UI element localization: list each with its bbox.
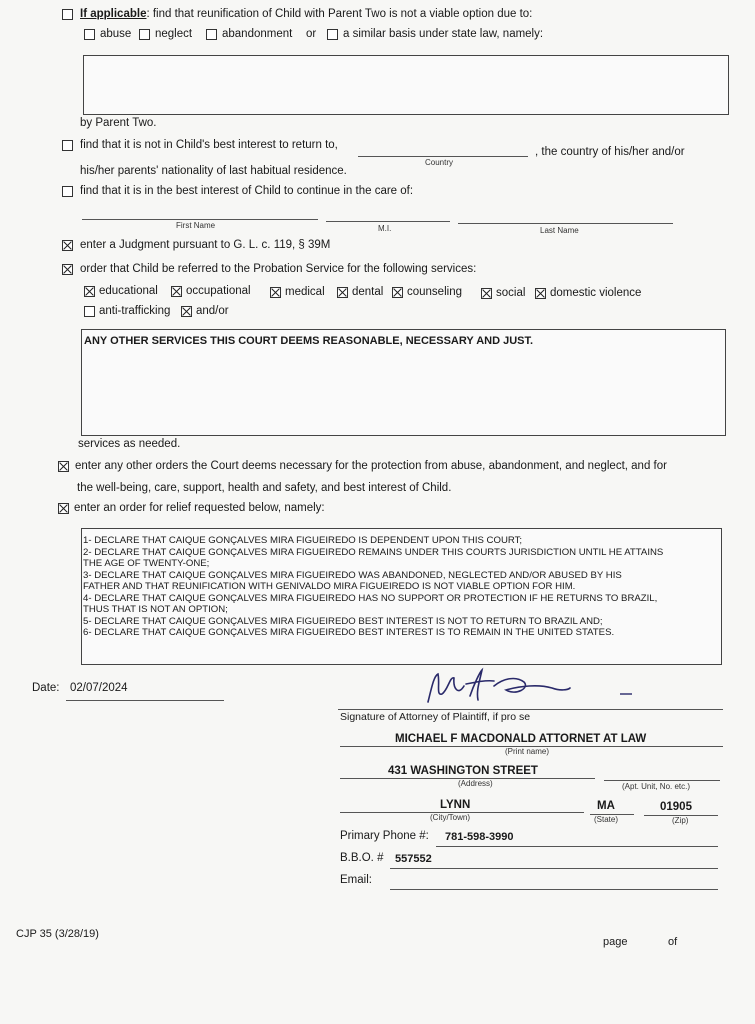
judgment-text: enter a Judgment pursuant to G. L. c. 119, § 39M [80,239,331,251]
relief-line: 2- DECLARE THAT CAIQUE GONÇALVES MIRA FIGUEIREDO REMAINS UNDER THIS COURTS JURISDICTION UNTIL HE ATTAINS [83,546,664,558]
first-name-line[interactable] [82,219,318,220]
city-label: (City/Town) [430,813,471,822]
probation-checkbox[interactable] [62,264,73,275]
other-orders-text-1: enter any other orders the Court deems necessary for the protection from abuse, abandonment, and neglect, and for [75,460,667,472]
continue-care-checkbox[interactable] [62,186,73,197]
mi-label: M.I. [378,224,392,233]
relief-line: THUS THAT IS NOT AN OPTION; [83,604,228,615]
applicable-text: : find that reunification of Child with Parent Two is not a viable option due to: [146,8,533,20]
abandonment-checkbox[interactable] [206,29,217,40]
habitual-residence-text: his/her parents' nationality of last habitual residence. [80,165,347,177]
counseling-label: counseling [407,286,462,298]
bbo-label: B.B.O. # [340,852,384,864]
best-interest-return-text: find that it is not in Child's best interest to return to, [80,139,338,151]
domestic-violence-label: domestic violence [550,287,642,299]
abuse-checkbox[interactable] [84,29,95,40]
date-value[interactable]: 02/07/2024 [70,682,128,694]
medical-label: medical [285,286,325,298]
email-label: Email: [340,874,372,886]
page-label: page [603,936,628,948]
similar-basis-label: a similar basis under state law, namely: [343,28,544,40]
relief-line: FATHER AND THAT REUNIFICATION WITH GENIVALDO MIRA FIGUEIREDO IS NOT VIABLE OPTION FOR HIM. [83,581,576,592]
relief-line: 6- DECLARE THAT CAIQUE GONÇALVES MIRA FIGUEIREDO BEST INTEREST IS TO REMAIN IN THE UNITED STATES. [83,627,615,638]
apt-label: (Apt. Unit, No. etc.) [622,782,691,791]
other-orders-text-2: the well-being, care, support, health and safety, and best interest of Child. [77,482,452,494]
other-services-textbox[interactable] [81,329,726,436]
applicable-line [80,8,532,20]
attorney-signature [420,666,660,708]
relief-list [83,535,723,639]
other-services-text: ANY OTHER SERVICES THIS COURT DEEMS REASONABLE, NECESSARY AND JUST. [84,335,534,347]
relief-line: THE AGE OF TWENTY-ONE; [83,558,210,569]
phone-line [436,846,718,847]
similar-basis-textbox[interactable] [83,55,729,115]
similar-basis-checkbox[interactable] [327,29,338,40]
country-line[interactable] [358,156,528,157]
educational-label: educational [99,285,158,297]
applicable-label: If applicable [80,8,147,20]
occupational-label: occupational [186,285,251,297]
print-name-value[interactable]: MICHAEL F MACDONALD ATTORNET AT LAW [395,733,647,745]
country-text-after: , the country of his/her and/or [535,146,685,158]
of-label: of [668,936,678,948]
last-name-line[interactable] [458,223,673,224]
phone-value[interactable]: 781-598-3990 [445,831,514,843]
relief-line: 3- DECLARE THAT CAIQUE GONÇALVES MIRA FIGUEIREDO WAS ABANDONED, NEGLECTED AND/OR ABUSED BY HIS [83,569,622,581]
best-interest-return-checkbox[interactable] [62,140,73,151]
by-parent-two-text: by Parent Two. [80,117,157,129]
abuse-label: abuse [100,28,132,40]
address-label: (Address) [458,779,493,788]
services-as-needed-text: services as needed. [78,438,181,450]
state-label: (State) [594,815,619,824]
bbo-value[interactable]: 557552 [395,853,432,865]
relief-line: 5- DECLARE THAT CAIQUE GONÇALVES MIRA FIGUEIREDO BEST INTEREST IS NOT TO RETURN TO BRAZIL AND; [83,615,603,627]
relief-line: 1- DECLARE THAT CAIQUE GONÇALVES MIRA FIGUEIREDO IS DEPENDENT UPON THIS COURT; [83,535,523,546]
city-value[interactable]: LYNN [440,799,471,811]
anti-trafficking-label: anti-trafficking [99,305,171,317]
neglect-checkbox[interactable] [139,29,150,40]
occupational-checkbox[interactable] [171,286,182,297]
and-or-checkbox[interactable] [181,306,192,317]
educational-checkbox[interactable] [84,286,95,297]
abandonment-label: abandonment [222,28,293,40]
bbo-line [390,868,718,869]
date-label: Date: [32,682,60,694]
last-name-label: Last Name [540,226,579,235]
or-label: or [306,28,317,40]
print-name-label: (Print name) [505,747,550,756]
dental-label: dental [352,286,384,298]
address-value[interactable]: 431 WASHINGTON STREET [388,765,538,777]
counseling-checkbox[interactable] [392,287,403,298]
country-label: Country [425,158,454,167]
date-line [66,700,224,701]
domestic-violence-checkbox[interactable] [535,288,546,299]
signature-label: Signature of Attorney of Plaintiff, if pro se [340,711,531,723]
other-orders-checkbox[interactable] [58,461,69,472]
applicable-checkbox[interactable] [62,9,73,20]
relief-text: enter an order for relief requested below, namely: [74,502,325,514]
phone-label: Primary Phone #: [340,830,429,842]
social-checkbox[interactable] [481,288,492,299]
signature-line[interactable] [338,709,723,710]
and-or-label: and/or [196,305,229,317]
probation-text: order that Child be referred to the Probation Service for the following services: [80,263,477,275]
zip-value[interactable]: 01905 [660,801,692,813]
form-id: CJP 35 (3/28/19) [16,928,99,940]
medical-checkbox[interactable] [270,287,281,298]
relief-line: 4- DECLARE THAT CAIQUE GONÇALVES MIRA FIGUEIREDO HAS NO SUPPORT OR PROTECTION IF HE RETURNS TO BRAZIL, [83,592,658,604]
state-value[interactable]: MA [597,800,615,812]
email-line[interactable] [390,889,718,890]
judgment-checkbox[interactable] [62,240,73,251]
anti-trafficking-checkbox[interactable] [84,306,95,317]
mi-line[interactable] [326,221,450,222]
first-name-label: First Name [176,221,216,230]
continue-care-text: find that it is in the best interest of Child to continue in the care of: [80,185,414,197]
zip-label: (Zip) [672,816,689,825]
apt-line[interactable] [604,780,720,781]
dental-checkbox[interactable] [337,287,348,298]
social-label: social [496,287,526,299]
relief-checkbox[interactable] [58,503,69,514]
neglect-label: neglect [155,28,193,40]
